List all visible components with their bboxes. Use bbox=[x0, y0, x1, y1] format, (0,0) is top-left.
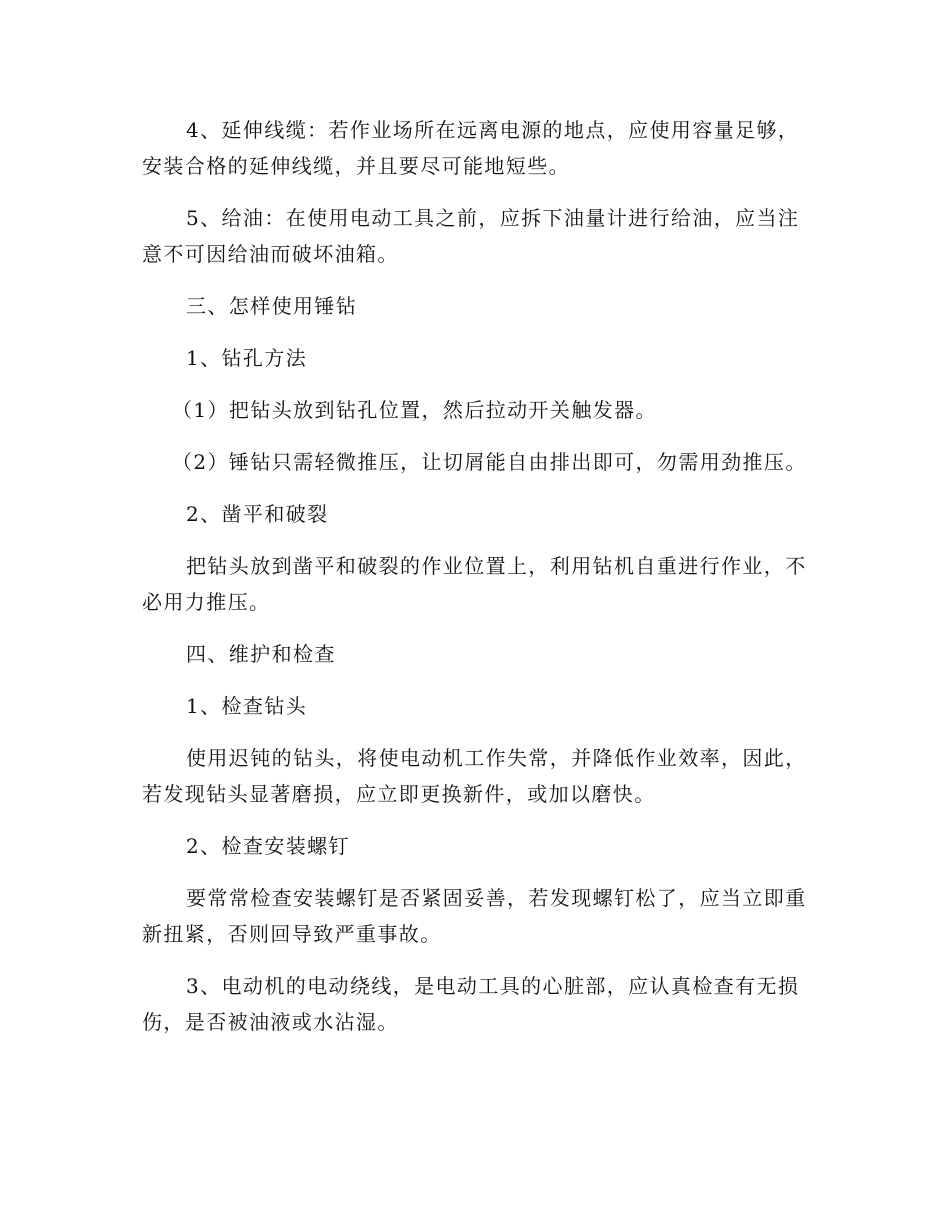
subheading-check-drill-bit: 1、检查钻头 bbox=[186, 694, 308, 718]
document-body bbox=[142, 112, 810, 1040]
paragraph-check-mounting-screws: 要常常检查安装螺钉是否紧固妥善，若发现螺钉松了，应当立即重新扭紧，否则回导致严重事故。 bbox=[142, 886, 807, 946]
paragraph-oiling: 5、给油：在使用电动工具之前，应拆下油量计进行给油，应当注意不可因给油而破坏油箱。 bbox=[142, 206, 800, 266]
heading-maintenance-inspection: 四、维护和检查 bbox=[186, 642, 336, 666]
paragraph-motor-windings: 3、电动机的电动绕线，是电动工具的心脏部，应认真检查有无损伤，是否被油液或水沾湿。 bbox=[142, 974, 800, 1034]
paragraph-drilling-step-1: （1）把钻头放到钻孔位置，然后拉动开关触发器。 bbox=[172, 398, 657, 422]
subheading-check-mounting-screws: 2、检查安装螺钉 bbox=[186, 834, 350, 858]
subheading-chiseling-breaking: 2、凿平和破裂 bbox=[186, 502, 329, 526]
paragraph-chiseling-breaking: 把钻头放到凿平和破裂的作业位置上，利用钻机自重进行作业，不必用力推压。 bbox=[142, 554, 807, 614]
subheading-drilling-method: 1、钻孔方法 bbox=[186, 346, 308, 370]
paragraph-drilling-step-2: （2）锤钻只需轻微推压，让切屑能自由排出即可，勿需用劲推压。 bbox=[172, 450, 807, 474]
paragraph-check-drill-bit: 使用迟钝的钻头，将使电动机工作失常，并降低作业效率，因此，若发现钻头显著磨损，应立即更换新件，或加以磨快。 bbox=[142, 746, 807, 806]
heading-how-to-use-hammer-drill: 三、怎样使用锤钻 bbox=[186, 294, 358, 318]
paragraph-extension-cable: 4、延伸线缆：若作业场所在远离电源的地点，应使用容量足够，安装合格的延伸线缆，并且要尽可能地短些。 bbox=[142, 118, 800, 178]
